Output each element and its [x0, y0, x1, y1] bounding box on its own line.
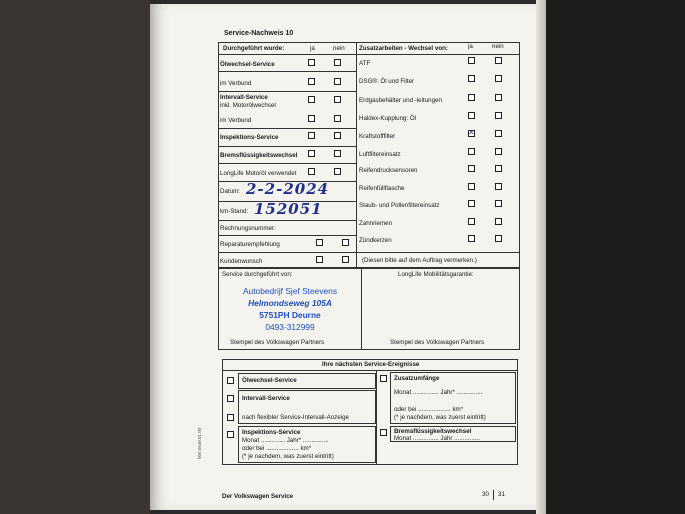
- checkbox-pollenfilter-nein[interactable]: [495, 200, 502, 207]
- left-no-header: nein: [333, 45, 345, 52]
- checkbox-inspektion-nein[interactable]: [334, 132, 341, 139]
- checkbox-oel-verbund-nein[interactable]: [334, 78, 341, 85]
- zusatz-kraftstofffilter: Kraftstofffilter: [359, 133, 396, 140]
- zusatz-reifenfuell: Reifenfüllflasche: [359, 185, 405, 192]
- row-intervall-sub: inkl. Motorölwechsel: [220, 102, 276, 109]
- right-no-header: nein: [492, 43, 504, 50]
- next-oel-label: Ölwechsel-Service: [242, 377, 297, 384]
- side-code: 000.5640.01.00: [197, 427, 202, 459]
- checkbox-atf-ja[interactable]: [468, 57, 475, 64]
- zusatz-reifendruck: Reifendrucksensoren: [359, 167, 418, 174]
- next-inspektion-monat: Monat .............. Jahr* ...............: [242, 437, 329, 444]
- checkbox-reifenfuell-nein[interactable]: [495, 183, 502, 190]
- footer-brand: Der Volkswagen Service: [222, 493, 294, 500]
- footer-page-left: 30: [482, 491, 489, 498]
- checkbox-atf-nein[interactable]: [495, 57, 502, 64]
- checkbox-erdgas-nein[interactable]: [495, 94, 502, 101]
- page-edge: [536, 0, 546, 514]
- zusatz-luftfilter: Luftfiltereinsatz: [359, 151, 401, 158]
- checkbox-haldex-nein[interactable]: [495, 112, 502, 119]
- checkbox-luftfilter-ja[interactable]: [468, 148, 475, 155]
- row-oelwechsel: Ölwechsel-Service: [220, 61, 275, 68]
- next-brems-label: Bremsflüssigkeitswechsel: [394, 428, 472, 435]
- next-inspektion-label: Inspektions-Service: [242, 429, 301, 436]
- datum-value: 2-2-2024: [246, 180, 330, 198]
- stamp-name: Autobedrijf Sjef Steevens: [242, 286, 338, 296]
- checkbox-longlife-ja[interactable]: [308, 168, 315, 175]
- checkbox-next-inspektion[interactable]: [227, 431, 234, 438]
- zusatz-note: (Diesen bitte auf dem Auftrag vermerken.): [362, 257, 477, 264]
- next-inspektion-km: oder bei ................... km*: [242, 445, 312, 452]
- garantie-label: LongLife Mobilitätsgarantie:: [398, 271, 474, 278]
- zusatz-haldex: Haldex-Kupplung: Öl: [359, 115, 417, 122]
- service-by-label: Service durchgeführt von:: [222, 271, 293, 278]
- next-zusatz-monat: Monat ............... Jahr* ...............: [394, 389, 483, 396]
- next-flexibel-label: nach flexibler Service-Intervall-Anzeige: [242, 414, 349, 421]
- checkbox-zahnriemen-ja[interactable]: [468, 218, 475, 225]
- checkbox-oelwechsel-nein[interactable]: [334, 59, 341, 66]
- checkbox-reifendruck-ja[interactable]: [468, 165, 475, 172]
- row-intervall: Intervall-Service: [220, 94, 268, 101]
- checkbox-reparatur-nein[interactable]: [342, 239, 349, 246]
- footer-page-right: 31: [498, 491, 505, 498]
- row-inspektion: Inspektions-Service: [220, 134, 279, 141]
- next-zusatz-km: oder bei ................... km*: [394, 406, 464, 413]
- stempel-right-label: Stempel des Volkswagen Partners: [390, 339, 485, 346]
- next-intervall-label: Intervall-Service: [242, 395, 290, 402]
- zusatz-atf: ATF: [359, 60, 371, 67]
- checkbox-intervall-ja[interactable]: [308, 96, 315, 103]
- stamp-phone: 0493-312999: [265, 322, 315, 332]
- km-value: 152051: [254, 200, 323, 218]
- kunden-label: Kundenwunsch: [220, 258, 263, 265]
- checkbox-zuendkerzen-nein[interactable]: [495, 235, 502, 242]
- checkbox-brems-ja[interactable]: [308, 150, 315, 157]
- background-left: [0, 0, 150, 514]
- checkbox-luftfilter-nein[interactable]: [495, 148, 502, 155]
- left-yes-header: ja: [310, 45, 315, 52]
- checkbox-intervall-nein[interactable]: [334, 96, 341, 103]
- checkbox-kunden-nein[interactable]: [342, 256, 349, 263]
- rechnung-label: Rechnungsnummer:: [220, 225, 276, 232]
- stempel-left-label: Stempel des Volkswagen Partners: [230, 339, 325, 346]
- checkbox-kraftstofffilter-nein[interactable]: [495, 130, 502, 137]
- row-intervall-verbund: im Verbund: [220, 117, 252, 124]
- checkbox-intervall-verbund-ja[interactable]: [308, 115, 315, 122]
- checkbox-kunden-ja[interactable]: [316, 256, 323, 263]
- checkbox-zahnriemen-nein[interactable]: [495, 218, 502, 225]
- right-yes-header: ja: [468, 43, 473, 50]
- background-right: [546, 0, 685, 514]
- page-title: Service-Nachweis 10: [224, 30, 294, 37]
- reparatur-label: Reparaturempfehlung: [220, 241, 280, 248]
- checkbox-haldex-ja[interactable]: [468, 112, 475, 119]
- left-header: Durchgeführt wurde:: [223, 45, 285, 52]
- zusatz-erdgas: Erdgasbehälter und -leitungen: [359, 97, 442, 104]
- zusatz-pollenfilter: Staub- und Pollenfiltereinsatz: [359, 202, 440, 209]
- next-zusatz-label: Zusatzumfänge: [394, 375, 440, 382]
- zusatz-zahnriemen: Zahnriemen: [359, 220, 393, 227]
- checkbox-oel-verbund-ja[interactable]: [308, 78, 315, 85]
- next-inspektion-hinweis: (* je nachdem, was zuerst eintritt): [242, 453, 334, 460]
- checkbox-erdgas-ja[interactable]: [468, 94, 475, 101]
- service-book-page: [150, 4, 536, 510]
- next-zusatz-hinweis: (* je nachdem, was zuerst eintritt): [394, 414, 486, 421]
- stamp-street: Helmondseweg 105A: [248, 298, 332, 308]
- checkbox-next-brems[interactable]: [380, 429, 387, 436]
- checkbox-reifenfuell-ja[interactable]: [468, 183, 475, 190]
- checkbox-next-flexibel[interactable]: [227, 414, 234, 421]
- checkbox-reparatur-ja[interactable]: [316, 239, 323, 246]
- checkbox-zuendkerzen-ja[interactable]: [468, 235, 475, 242]
- checkbox-next-zusatz[interactable]: [380, 375, 387, 382]
- checkbox-dsg-nein[interactable]: [495, 75, 502, 82]
- datum-label: Datum:: [220, 188, 240, 195]
- right-header: Zusatzarbeiten - Wechsel von:: [359, 45, 448, 52]
- next-brems-monat: Monat ............... Jahr ...............: [394, 435, 480, 442]
- checkbox-longlife-nein[interactable]: [334, 168, 341, 175]
- checkbox-dsg-ja[interactable]: [468, 75, 475, 82]
- row-oel-verbund: im Verbund: [220, 80, 252, 87]
- checkbox-intervall-verbund-nein[interactable]: [334, 115, 341, 122]
- row-longlife: LongLife Motoröl verwendet: [220, 170, 297, 177]
- checkbox-brems-nein[interactable]: [334, 150, 341, 157]
- stamp-area: [218, 268, 520, 350]
- checkbox-inspektion-ja[interactable]: [308, 132, 315, 139]
- checkbox-next-intervall[interactable]: [227, 395, 234, 402]
- checkbox-kraftstofffilter-ja[interactable]: [468, 130, 475, 137]
- zusatz-dsg: DSG®: Öl und Filter: [359, 78, 415, 85]
- stamp-city: 5751PH Deurne: [259, 310, 321, 320]
- row-bremsfluessigkeit: Bremsflüssigkeitswechsel: [220, 152, 298, 159]
- km-label: km-Stand:: [220, 208, 249, 215]
- checkbox-oelwechsel-ja[interactable]: [308, 59, 315, 66]
- checkbox-reifendruck-nein[interactable]: [495, 165, 502, 172]
- next-events-header: Ihre nächsten Service-Ereignisse: [322, 361, 420, 368]
- checkbox-pollenfilter-ja[interactable]: [468, 200, 475, 207]
- checkbox-next-oel[interactable]: [227, 377, 234, 384]
- zusatz-zuendkerzen: Zündkerzen: [359, 237, 392, 244]
